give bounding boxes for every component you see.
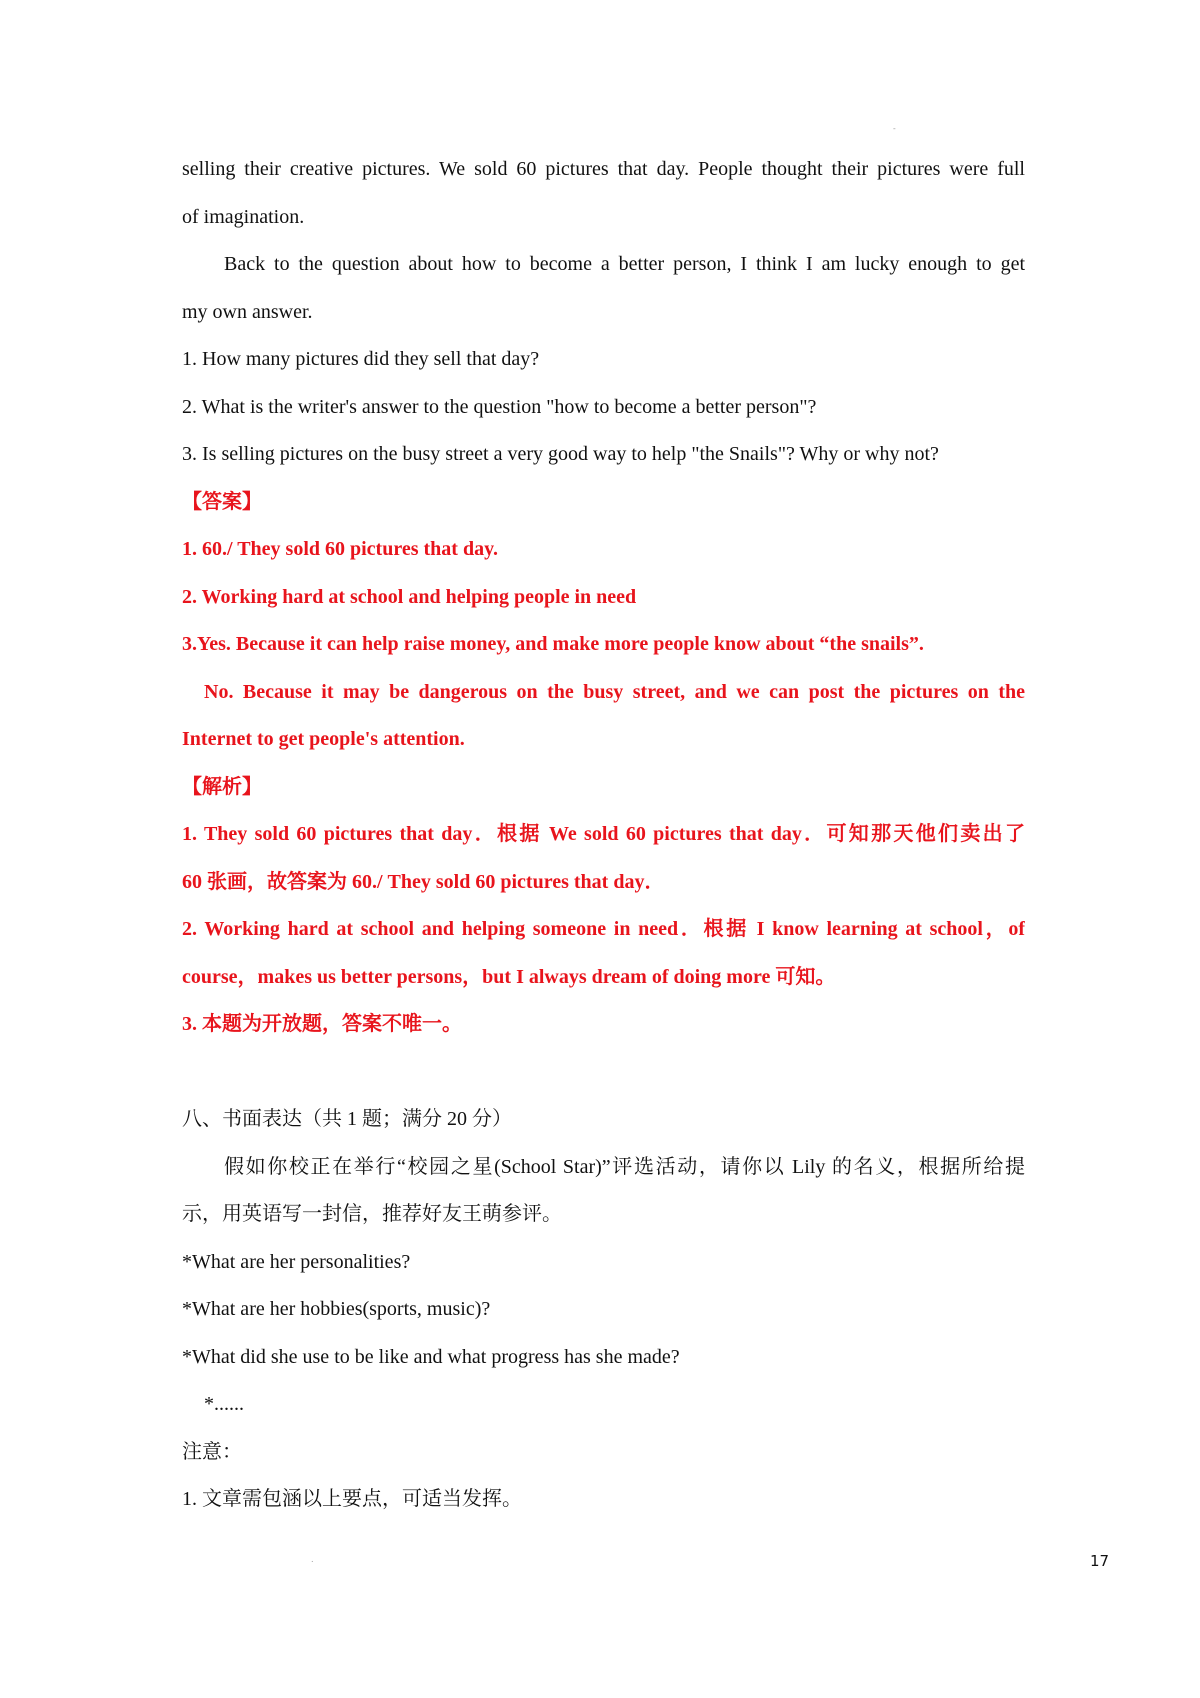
analysis-3: 3. 本题为开放题，答案不唯一。	[182, 1013, 462, 1035]
question-2: 2. What is the writer's answer to the question "how to become a better person"?	[182, 395, 817, 418]
page-number: 17	[1090, 1552, 1110, 1570]
passage-line-4: my own answer.	[182, 300, 313, 323]
writing-prompt-line-1: 假如你校正在举行“校园之星(School Star)”评选活动，请你以 Lily 的名义，根据所给提	[224, 1155, 1025, 1178]
analysis-1-line-2: 60 张画，故答案为 60./ They sold 60 pictures that day．	[182, 870, 665, 893]
writing-hint-4: *......	[204, 1393, 244, 1415]
analysis-2-line-2: course，makes us better persons，but I always dream of doing more 可知。	[182, 965, 836, 988]
answer-3-line-1: 3.Yes. Because it can help raise money, and make more people know about “the snails”.	[182, 633, 924, 655]
section-gap	[182, 1049, 1025, 1097]
answer-heading: 【答案】	[182, 490, 262, 513]
analysis-1-line-1: 1. They sold 60 pictures that day．根据 We sold 60 pictures that day．可知那天他们卖出了	[182, 823, 1025, 845]
note-1: 1. 文章需包涵以上要点，可适当发挥。	[182, 1488, 522, 1510]
passage-line-3: Back to the question about how to become a better person, I think I am lucky enough to get	[224, 253, 1025, 275]
writing-hint-1: *What are her personalities?	[182, 1250, 411, 1273]
writing-prompt-line-2: 示，用英语写一封信，推荐好友王萌参评。	[182, 1203, 562, 1225]
answer-2: 2. Working hard at school and helping people in need	[182, 585, 637, 608]
analysis-2-line-1: 2. Working hard at school and helping someone in need．根据 I know learning at school，of	[182, 918, 1025, 940]
analysis-heading: 【解析】	[182, 775, 262, 798]
scan-mark: -	[893, 124, 896, 133]
passage-line-1: selling their creative pictures. We sold 60 pictures that day. People thought their pictures were full	[182, 158, 1025, 180]
answer-3-line-2: No. Because it may be dangerous on the busy street, and we can post the pictures on the	[204, 680, 1025, 703]
question-1: 1. How many pictures did they sell that day?	[182, 348, 540, 370]
writing-section-title: 八、书面表达（共 1 题；满分 20 分）	[182, 1108, 512, 1130]
answer-1: 1. 60./ They sold 60 pictures that day.	[182, 538, 498, 560]
question-3: 3. Is selling pictures on the busy street a very good way to help "the Snails"? Why or why not?	[182, 443, 939, 465]
passage-line-2: of imagination.	[182, 205, 305, 228]
writing-hint-2: *What are her hobbies(sports, music)?	[182, 1298, 491, 1320]
answer-3-line-3: Internet to get people's attention.	[182, 728, 465, 750]
note-label: 注意：	[182, 1440, 242, 1463]
scan-mark-bottom: .	[311, 1555, 314, 1564]
writing-hint-3: *What did she use to be like and what progress has she made?	[182, 1345, 680, 1368]
page-content	[182, 146, 1025, 1524]
